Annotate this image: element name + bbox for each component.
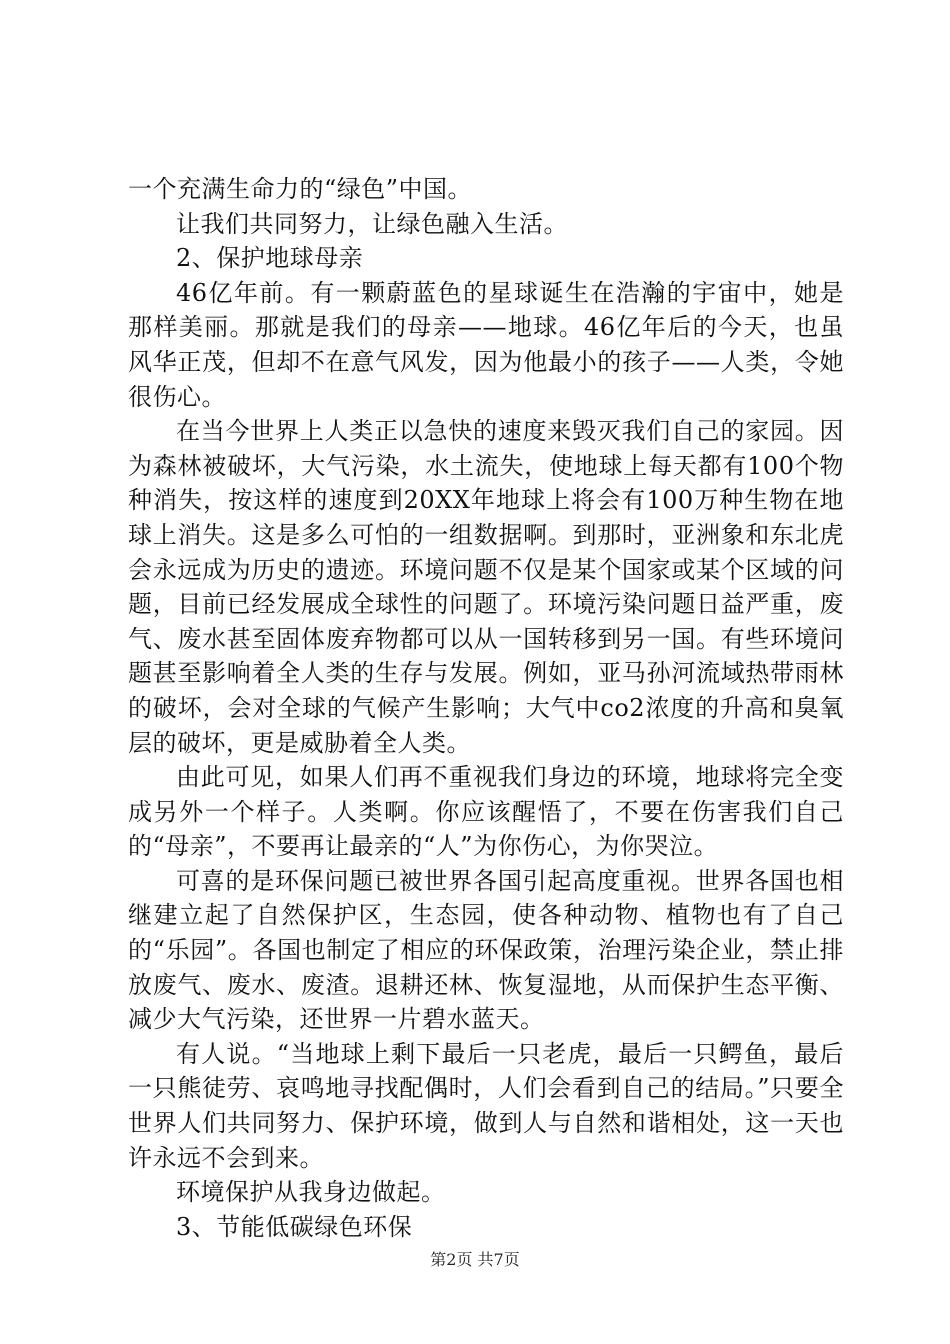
section-heading: 3、节能低碳绿色环保 xyxy=(176,1212,413,1241)
paragraph: 一个充满生命力的“绿色”中国。 xyxy=(128,175,473,203)
section-heading: 2、保护地球母亲 xyxy=(176,244,364,273)
paragraph: 有人说。“当地球上剩下最后一只老虎，最后一只鳄鱼，最后一只熊徒劳、哀鸣地寻找配偶时，人们会看到自己的结局。”只要全世界人们共同努力、保护环境，做到人与自然和谐相处，这一天也许永远不会到来。 xyxy=(128,1039,844,1172)
paragraph: 46亿年前。有一颗蔚蓝色的星球诞生在浩瀚的宇宙中，她是那样美丽。那就是我们的母亲——地球。46亿年后的今天，也虽风华正茂，但却不在意气风发，因为他最小的孩子——人类，令她很伤心。 xyxy=(128,278,844,411)
paragraph: 由此可见，如果人们再不重视我们身边的环境，地球将完全变成另外一个样子。人类啊。你应该醒悟了，不要在伤害我们自己的“母亲”，不要再让最亲的“人”为你伤心，为你哭泣。 xyxy=(128,763,844,861)
paragraph: 让我们共同努力，让绿色融入生活。 xyxy=(176,209,568,238)
paragraph: 可喜的是环保问题已被世界各国引起高度重视。世界各国也相继建立起了自然保护区，生态园，使各种动物、植物也有了自己的“乐园”。各国也制定了相应的环保政策，治理污染企业，禁止排放废气、废水、废渣。退耕还林、恢复湿地，从而保护生态平衡、减少大气污染，还世界一片碧水蓝天。 xyxy=(128,866,844,1034)
document-body xyxy=(128,172,844,1244)
page-number-footer: 第2页 共7页 xyxy=(430,1250,520,1269)
paragraph: 在当今世界上人类正以急快的速度来毁灭我们自己的家园。因为森林被破坏，大气污染，水土流失，使地球上每天都有100个物种消失，按这样的速度到20XX年地球上将会有100万种生物在地球上消失。这是多么可怕的一组数据啊。到那时，亚洲象和东北虎会永远成为历史的遗迹。环境问题不仅是某个国家或某个区域的问题，目前已经发展成全球性的问题了。环境污染问题日益严重，废气、废水甚至固体废弃物都可以从一国转移到另一国。有些环境问题甚至影响着全人类的生存与发展。例如，亚马孙河流域热带雨林的破坏，会对全球的气候产生影响；大气中co2浓度的升高和臭氧层的破坏，更是威胁着全人类。 xyxy=(128,417,844,757)
paragraph: 环境保护从我身边做起。 xyxy=(176,1178,446,1207)
